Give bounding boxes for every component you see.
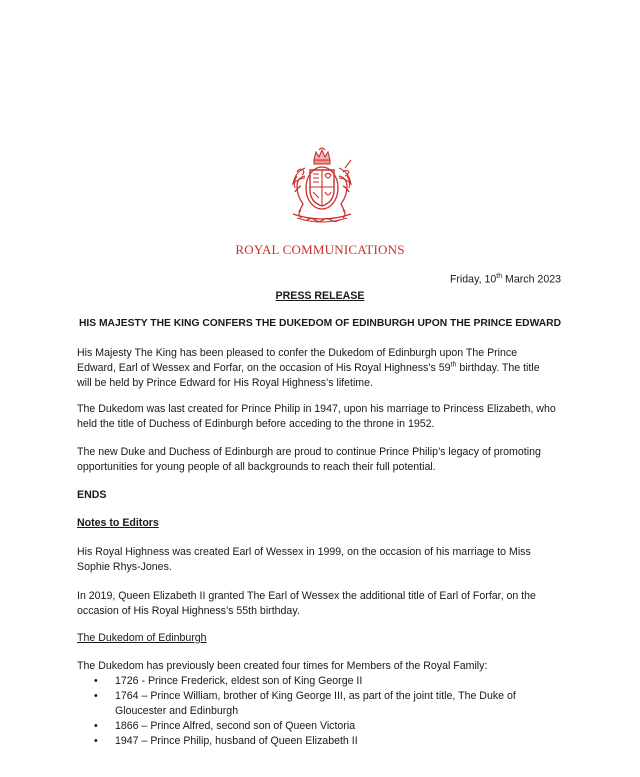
organization-name: ROYAL COMMUNICATIONS [235, 242, 405, 257]
dukedom-heading: The Dukedom of Edinburgh [77, 632, 207, 644]
bullet-icon: • [94, 720, 98, 732]
headline: HIS MAJESTY THE KING CONFERS THE DUKEDOM OF EDINBURGH UPON THE PRINCE EDWARD [78, 318, 562, 329]
note-1 [77, 545, 567, 575]
paragraph-1-line-2 [77, 361, 567, 376]
notes-to-editors-heading: Notes to Editors [77, 517, 159, 529]
list-item [77, 689, 567, 719]
paragraph-2-line-1: The Dukedom was last created for Prince Philip in 1947, upon his marriage to Princess Elizabeth, who [77, 403, 556, 415]
paragraph-3 [77, 445, 567, 475]
paragraph-2 [77, 402, 567, 432]
release-date [450, 273, 561, 286]
list-item [77, 719, 567, 734]
list-item [77, 674, 567, 689]
bullet-icon: • [94, 735, 98, 747]
note-1-line-2: Sophie Rhys-Jones. [77, 561, 172, 573]
paragraph-1 [77, 346, 567, 391]
paragraph-1-line-1: His Majesty The King has been pleased to confer the Dukedom of Edinburgh upon The Prince [77, 347, 518, 359]
dukedom-intro: The Dukedom has previously been created four times for Members of the Royal Family: [77, 660, 488, 672]
date-ordinal: th [496, 273, 503, 280]
paragraph-1-line-3: will be held by Prince Edward for His Royal Highness’s lifetime. [77, 377, 373, 389]
note-1-line-1: His Royal Highness was created Earl of Wessex in 1999, on the occasion of his marriage to Miss [77, 546, 531, 558]
list-item-text: 1764 – Prince William, brother of King George III, as part of the joint title, The Duke of [115, 690, 516, 702]
paragraph-3-line-1: The new Duke and Duchess of Edinburgh are proud to continue Prince Philip’s legacy of promoting [77, 446, 541, 458]
royal-coat-of-arms-icon [283, 146, 361, 226]
list-item-text: 1726 - Prince Frederick, eldest son of King George II [115, 675, 363, 687]
paragraph-1-line-2-a: Edward, Earl of Wessex and Forfar, on the occasion of His Royal Highness’s 59 [77, 362, 451, 374]
paragraph-1-ordinal: th [450, 361, 457, 369]
date-month-year: March 2023 [502, 273, 561, 286]
note-2-line-2: occasion of His Royal Highness’s 55th birthday. [77, 605, 300, 617]
paragraph-2-line-2: held the title of Duchess of Edinburgh before acceding to the throne in 1952. [77, 418, 435, 430]
press-release-label: PRESS RELEASE [275, 290, 365, 302]
list-item [77, 734, 567, 749]
dukedom-creations-list [77, 674, 567, 749]
note-2 [77, 589, 567, 619]
list-item-text: 1947 – Prince Philip, husband of Queen Elizabeth II [115, 735, 358, 747]
ends-label: ENDS [77, 489, 107, 501]
paragraph-1-line-2-b: birthday. The title [456, 362, 540, 374]
note-2-line-1: In 2019, Queen Elizabeth II granted The Earl of Wessex the additional title of Earl of Forfar, on the [77, 590, 536, 602]
date-day: Friday, 10 [449, 273, 497, 286]
bullet-icon: • [94, 675, 98, 687]
list-item-text: 1866 – Prince Alfred, second son of Queen Victoria [115, 720, 356, 732]
bullet-icon: • [94, 690, 98, 702]
paragraph-3-line-2: opportunities for young people of all backgrounds to reach their full potential. [77, 461, 436, 473]
list-item-text-continued: Gloucester and Edinburgh [115, 705, 239, 717]
